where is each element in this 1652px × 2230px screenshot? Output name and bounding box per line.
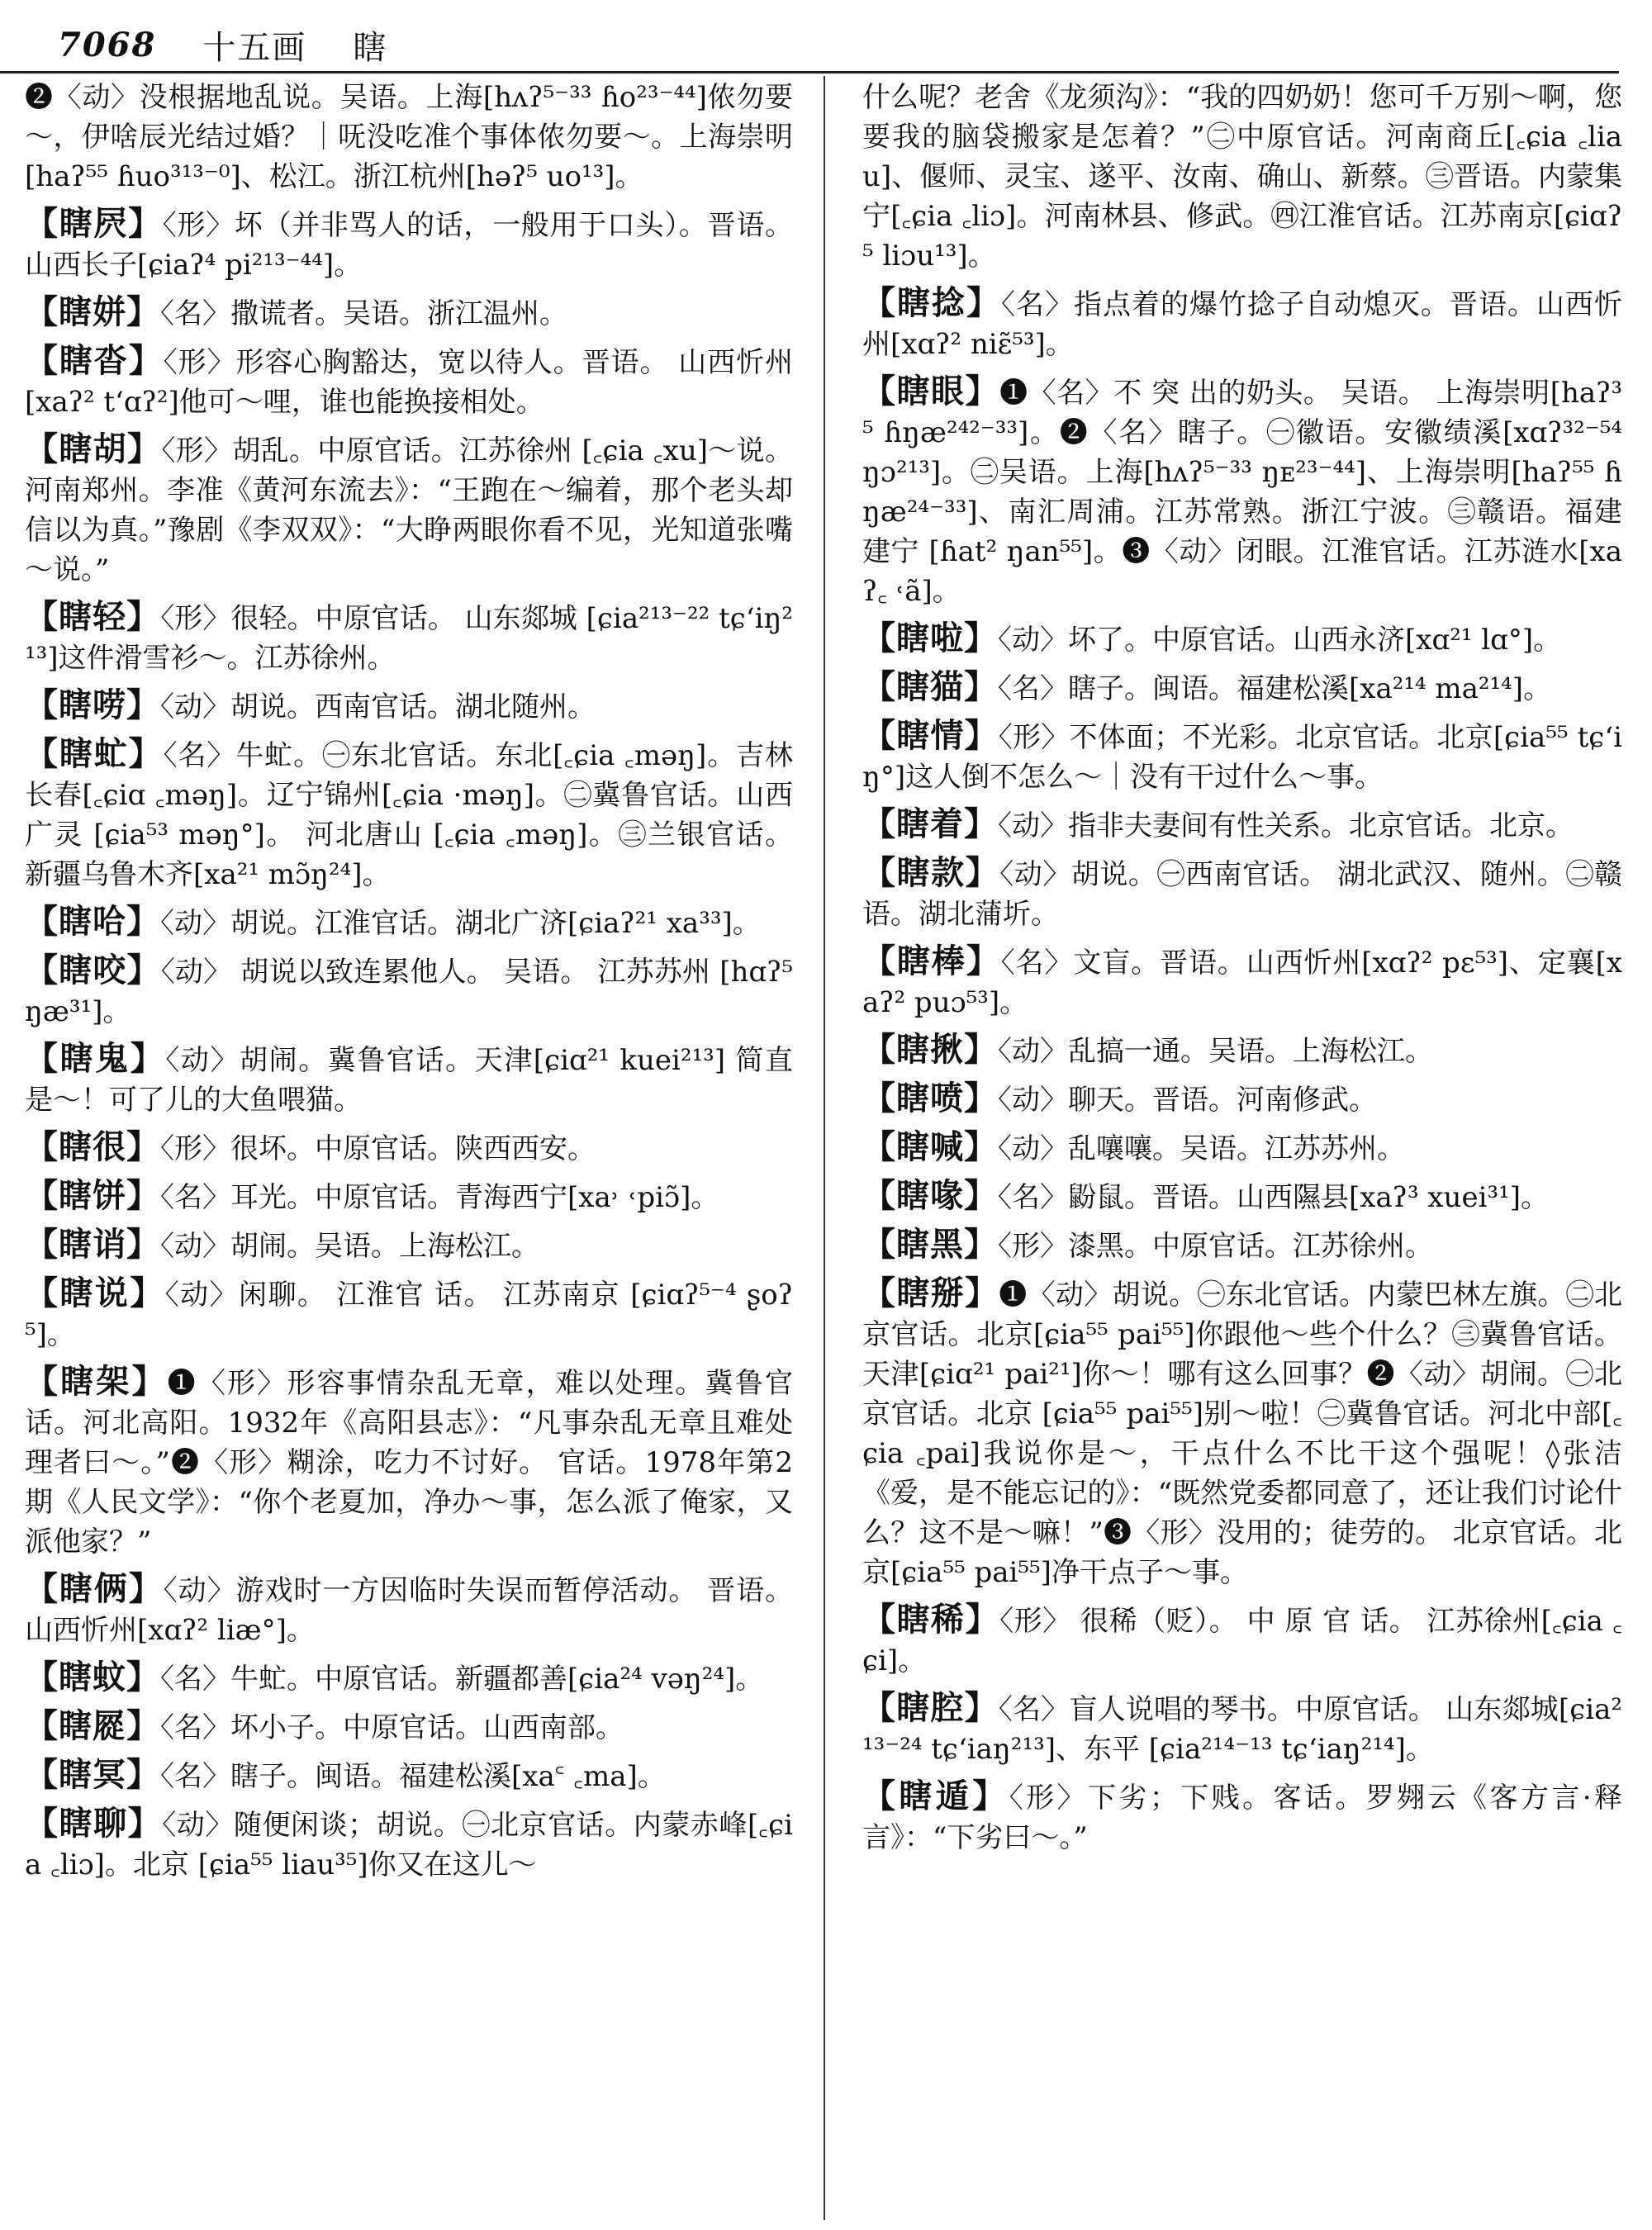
entry-headword: 【瞎眼】 [862, 372, 1000, 410]
entry-definition: 〈动〉乱搞一通。吴语。上海松江。 [998, 1035, 1433, 1068]
entry-definition: 〈形〉 很稀（贬）。 中 原 官 话。 江苏徐州[꜀ɕia ꜀ɕi]。 [862, 1605, 1622, 1677]
dictionary-entry [862, 283, 1622, 364]
entry-definition: 〈动〉坏了。中原官话。山西永济[xɑ²¹ lɑ°]。 [998, 624, 1562, 657]
dictionary-entry [25, 1274, 793, 1355]
dictionary-entry [25, 429, 793, 590]
entry-headword: 【瞎沓】 [25, 341, 164, 380]
entry-headword: 【瞎聊】 [25, 1804, 163, 1843]
entry-definition: 〈形〉下劣；下贱。客话。罗翙云《客方言·释言》：“下劣曰～。” [862, 1782, 1622, 1854]
entry-definition: 〈名〉耳光。中原官话。青海西宁[xa˒ ˓piɔ̃]。 [160, 1181, 719, 1214]
entry-definition: 〈动〉聊天。晋语。河南修武。 [998, 1084, 1377, 1117]
dictionary-entry [862, 1274, 1622, 1592]
entry-headword: 【瞎哈】 [25, 902, 160, 941]
entry-headword: 【瞎猫】 [862, 667, 998, 706]
dictionary-entry [25, 1176, 793, 1217]
entry-definition: 〈形〉很坏。中原官话。陕西西安。 [160, 1132, 596, 1165]
entry-definition: 〈动〉胡说。㊀西南官话。 湖北武汉、随州。㊁赣语。湖北蒲圻。 [862, 858, 1622, 931]
dictionary-entry [862, 76, 1622, 276]
head-character: 瞎 [353, 28, 388, 67]
dictionary-entry [862, 372, 1622, 611]
entry-definition: 〈动〉胡闹。冀鲁官话。天津[ɕiɑ²¹ kuei²¹³] 简直是～！可了儿的大鱼喂猫。 [25, 1044, 793, 1117]
entry-definition: 〈名〉文盲。晋语。山西忻州[xɑʔ² pɛ⁵³]、定襄[xaʔ² puɔ⁵³]。 [862, 947, 1622, 1019]
entry-definition: 〈形〉很轻。中原官话。 山东郯城 [ɕia²¹³⁻²² tɕʻiŋ²¹³]这件滑雪衫～。江苏徐州。 [25, 602, 793, 675]
dictionary-entry [862, 1176, 1622, 1217]
dictionary-entry [862, 1777, 1622, 1858]
dictionary-entry [25, 1804, 793, 1885]
entry-definition: ❶〈动〉胡说。㊀东北官话。内蒙巴林左旗。㊁北京官话。北京[ɕia⁵⁵ pai⁵⁵]你跟他～些个什么？㊂冀鲁官话。天津[ɕiɑ²¹ pai²¹]你～！哪有这么回事？❷〈动〉胡闹。㊀北京官话。北京 [ɕia⁵⁵ pai⁵⁵]别～啦！㊁冀鲁官话。河北中部[꜀ɕia ꜀pai]我说你是～，干点什么不比干这个强呢！◊张洁《爱，是不能忘记的》：“既然党委都同意了，还让我们讨论什么？这不是～嘛！”❸〈形〉没用的；徒劳的。 北京官话。北京[ɕia⁵⁵ pai⁵⁵]净干点子～事。 [862, 1279, 1622, 1589]
dictionary-entry [25, 1569, 793, 1650]
dictionary-entry [862, 716, 1622, 797]
entry-definition: 〈动〉胡说。江淮官话。湖北广济[ɕiaʔ²¹ xa³³]。 [160, 907, 761, 940]
entry-definition: 〈动〉指非夫妻间有性关系。北京官话。北京。 [998, 809, 1574, 842]
dictionary-entry [862, 667, 1622, 709]
entry-headword: 【瞎喊】 [862, 1127, 998, 1166]
entry-headword: 【瞎说】 [25, 1274, 165, 1312]
entry-headword: 【瞎喙】 [862, 1176, 998, 1215]
entry-headword: 【瞎黑】 [862, 1225, 998, 1264]
entry-headword: 【瞎掰】 [862, 1274, 999, 1312]
entry-definition: 〈名〉牛虻。中原官话。新疆都善[ɕia²⁴ vəŋ²⁴]。 [160, 1663, 764, 1696]
entry-headword: 【瞎架】 [25, 1362, 168, 1401]
entry-headword: 【瞎着】 [862, 804, 998, 843]
entry-definition: 〈名〉撒谎者。吴语。浙江温州。 [160, 297, 567, 330]
entry-definition: 〈形〉漆黑。中原官话。江苏徐州。 [998, 1230, 1433, 1263]
entry-headword: 【瞎揪】 [862, 1030, 998, 1069]
entry-headword: 【瞎鬼】 [25, 1039, 166, 1078]
entry-definition: 〈形〉坏（并非骂人的话，一般用于口头）。晋语。山西长子[ɕiaʔ⁴ pi²¹³⁻⁴⁴]。 [25, 209, 793, 282]
right-column [862, 76, 1622, 2220]
dictionary-entry [25, 1039, 793, 1120]
entry-headword: 【瞎喷】 [862, 1079, 998, 1117]
entry-definition: 〈名〉瞎子。闽语。福建松溪[xa꜂ ꜀ma]。 [160, 1760, 666, 1793]
entry-definition: 〈名〉鼢鼠。晋语。山西隰县[xaʔ³ xuei³¹]。 [998, 1181, 1549, 1214]
page-number: 7068 [58, 25, 157, 64]
dictionary-entry [862, 1225, 1622, 1266]
dictionary-entry [25, 204, 793, 285]
entry-headword: 【瞎捻】 [862, 283, 1001, 322]
dictionary-entry [25, 734, 793, 894]
entry-definition: 〈形〉不体面；不光彩。北京官话。北京[ɕia⁵⁵ tɕʻiŋ°]这人倒不怎么～｜没有干过什么～事。 [862, 721, 1622, 794]
dictionary-entry [25, 1658, 793, 1699]
dictionary-entry [862, 1127, 1622, 1169]
running-header [58, 15, 1627, 74]
entry-headword: 【瞎咬】 [25, 951, 161, 989]
entry-definition: ❷〈动〉没根据地乱说。吴语。上海[hʌʔ⁵⁻³³ ɦo²³⁻⁴⁴]侬勿要～，伊啥辰光结过婚？｜呒没吃准个事体侬勿要～。上海崇明 [haʔ⁵⁵ ɦuo³¹³⁻⁰]、松江。浙江杭州[həʔ⁵ uo¹³]。 [25, 81, 793, 193]
entry-headword: 【瞎稀】 [862, 1600, 1000, 1639]
entry-definition: 〈形〉胡乱。中原官话。江苏徐州 [꜀ɕia ꜀xu]～说。河南郑州。李准《黄河东流去》：“王跑在～编着，那个老头却信以为真。”豫剧《李双双》：“大睁两眼你看不见，光知道张嘴～说。” [25, 434, 793, 586]
entry-definition: 〈动〉 胡说以致连累他人。 吴语。 江苏苏州 [hɑʔ⁵ ŋæ³¹]。 [25, 956, 793, 1028]
dictionary-entry [862, 1600, 1622, 1681]
dictionary-entry [25, 341, 793, 422]
entry-definition: 〈动〉闲聊。 江淮官 话。 江苏南京 [ɕiɑʔ⁵⁻⁴ ʂoʔ⁵]。 [25, 1279, 793, 1351]
entry-headword: 【瞎款】 [862, 853, 1000, 892]
dictionary-entry [862, 1030, 1622, 1071]
dictionary-entry [862, 853, 1622, 934]
dictionary-entry [862, 804, 1622, 846]
entry-headword: 【瞎姘】 [25, 292, 160, 331]
dictionary-entry [862, 619, 1622, 660]
dictionary-entry [25, 902, 793, 943]
entry-definition: 什么呢？老舍《龙须沟》：“我的四奶奶！您可千万别～啊，您要我的脑袋搬家是怎着？”㊁中原官话。河南商丘[꜀ɕia ꜀liau]、偃师、灵宝、遂平、汝南、确山、新蔡。㊂晋语。内蒙集宁[꜀ɕia ꜀liɔ]。河南林县、修武。㊃江淮官话。江苏南京[ɕiɑʔ⁵ liɔu¹³]。 [862, 81, 1622, 273]
entry-headword: 【瞎屄】 [25, 204, 163, 243]
entry-headword: 【瞎虻】 [25, 734, 164, 773]
dictionary-entry [25, 686, 793, 727]
dictionary-entry [25, 76, 793, 197]
entry-headword: 【瞎唠】 [25, 686, 160, 724]
entry-definition: 〈形〉形容心胸豁达，宽以待人。晋语。 山西忻州[xaʔ² tʻɑʔ²]他可～哩，谁也能换接相处。 [25, 346, 793, 419]
dictionary-entry [25, 1362, 793, 1562]
entry-headword: 【瞎蚊】 [25, 1658, 160, 1696]
column-divider [824, 76, 825, 2220]
entry-headword: 【瞎很】 [25, 1127, 160, 1166]
entry-headword: 【瞎俩】 [25, 1569, 164, 1608]
header-rule [0, 71, 1619, 74]
dictionary-entry [25, 1755, 793, 1796]
section-label: 十五画 [202, 28, 307, 67]
entry-headword: 【瞎㞞】 [25, 1706, 160, 1745]
entry-headword: 【瞎腔】 [862, 1688, 999, 1727]
dictionary-entry [25, 597, 793, 678]
dictionary-entry [25, 1706, 793, 1748]
entry-headword: 【瞎诮】 [25, 1225, 160, 1264]
entry-definition: ❶〈形〉形容事情杂乱无章，难以处理。冀鲁官话。河北高阳。1932年《高阳县志》：“凡事杂乱无章且难处理者曰～。”❷〈形〉糊涂，吃力不讨好。 官话。1978年第2期《人民文学》：“你个老夏加，净办～事，怎么派了俺家，又派他家？” [25, 1367, 793, 1559]
entry-definition: 〈名〉指点着的爆竹捻子自动熄灭。晋语。山西忻州[xɑʔ² niɛ̃⁵³]。 [862, 288, 1622, 361]
entry-headword: 【瞎冥】 [25, 1755, 160, 1794]
dictionary-entry [25, 1127, 793, 1169]
entry-definition: 〈动〉胡闹。吴语。上海松江。 [160, 1230, 539, 1263]
entry-headword: 【瞎遁】 [862, 1777, 1009, 1815]
dictionary-entry [862, 1079, 1622, 1120]
entry-headword: 【瞎情】 [862, 716, 999, 755]
dictionary-entry [25, 292, 793, 334]
entry-definition: ❶〈名〉不 突 出的奶头。 吴语。 上海崇明[haʔ³⁵ ɦŋæ²⁴²⁻³³]。❷〈名〉瞎子。㊀徽语。安徽绩溪[xɑʔ³²⁻⁵⁴ ŋɔ²¹³]。㊁吴语。上海[hʌʔ⁵⁻³³ ŋᴇ²³⁻⁴⁴]、上海崇明[haʔ⁵⁵ ɦŋæ²⁴⁻³³]、南汇周浦。江苏常熟。浙江宁波。㊂赣语。福建建宁 [ɦat² ŋan⁵⁵]。❸〈动〉闭眼。江淮官话。江苏涟水[xaʔ꜀ ˓ã]。 [862, 377, 1622, 608]
entry-definition: 〈动〉随便闲谈；胡说。㊀北京官话。内蒙赤峰[꜀ɕia ꜀liɔ]。北京 [ɕia⁵⁵ liau³⁵]你又在这儿～ [25, 1809, 793, 1881]
dictionary-entry [25, 1225, 793, 1266]
entry-headword: 【瞎饼】 [25, 1176, 160, 1215]
entry-definition: 〈名〉坏小子。中原官话。山西南部。 [160, 1711, 624, 1744]
entry-headword: 【瞎棒】 [862, 942, 1001, 980]
left-column [25, 76, 793, 2220]
dictionary-entry [862, 942, 1622, 1022]
entry-headword: 【瞎胡】 [25, 429, 162, 468]
entry-definition: 〈动〉游戏时一方因临时失误而暂停活动。 晋语。山西忻州[xɑʔ² liæ°]。 [25, 1574, 793, 1647]
entry-definition: 〈名〉牛虻。㊀东北官话。东北[꜀ɕia ꜀məŋ]。吉林长春[꜀ɕiɑ ꜀məŋ]。辽宁锦州[꜀ɕia ·məŋ]。㊁冀鲁官话。山西广灵 [ɕia⁵³ məŋ°]。 河北唐山 [꜀ɕia ꜀məŋ]。㊂兰银官话。新疆乌鲁木齐[xa²¹ mɔ̃ŋ²⁴]。 [25, 739, 793, 891]
dictionary-entry [25, 951, 793, 1032]
entry-definition: 〈动〉胡说。西南官话。湖北随州。 [160, 690, 596, 724]
dictionary-entry [862, 1688, 1622, 1769]
entry-headword: 【瞎啦】 [862, 619, 998, 657]
entry-headword: 【瞎轻】 [25, 597, 161, 636]
entry-definition: 〈名〉瞎子。闽语。福建松溪[xa²¹⁴ ma²¹⁴]。 [998, 672, 1552, 705]
entry-definition: 〈动〉乱嚷嚷。吴语。江苏苏州。 [998, 1132, 1405, 1165]
entry-definition: 〈名〉盲人说唱的琴书。中原官话。 山东郯城[ɕia²¹³⁻²⁴ tɕʻiaŋ²¹³]、东平 [ɕia²¹⁴⁻¹³ tɕʻiaŋ²¹⁴]。 [862, 1693, 1622, 1766]
